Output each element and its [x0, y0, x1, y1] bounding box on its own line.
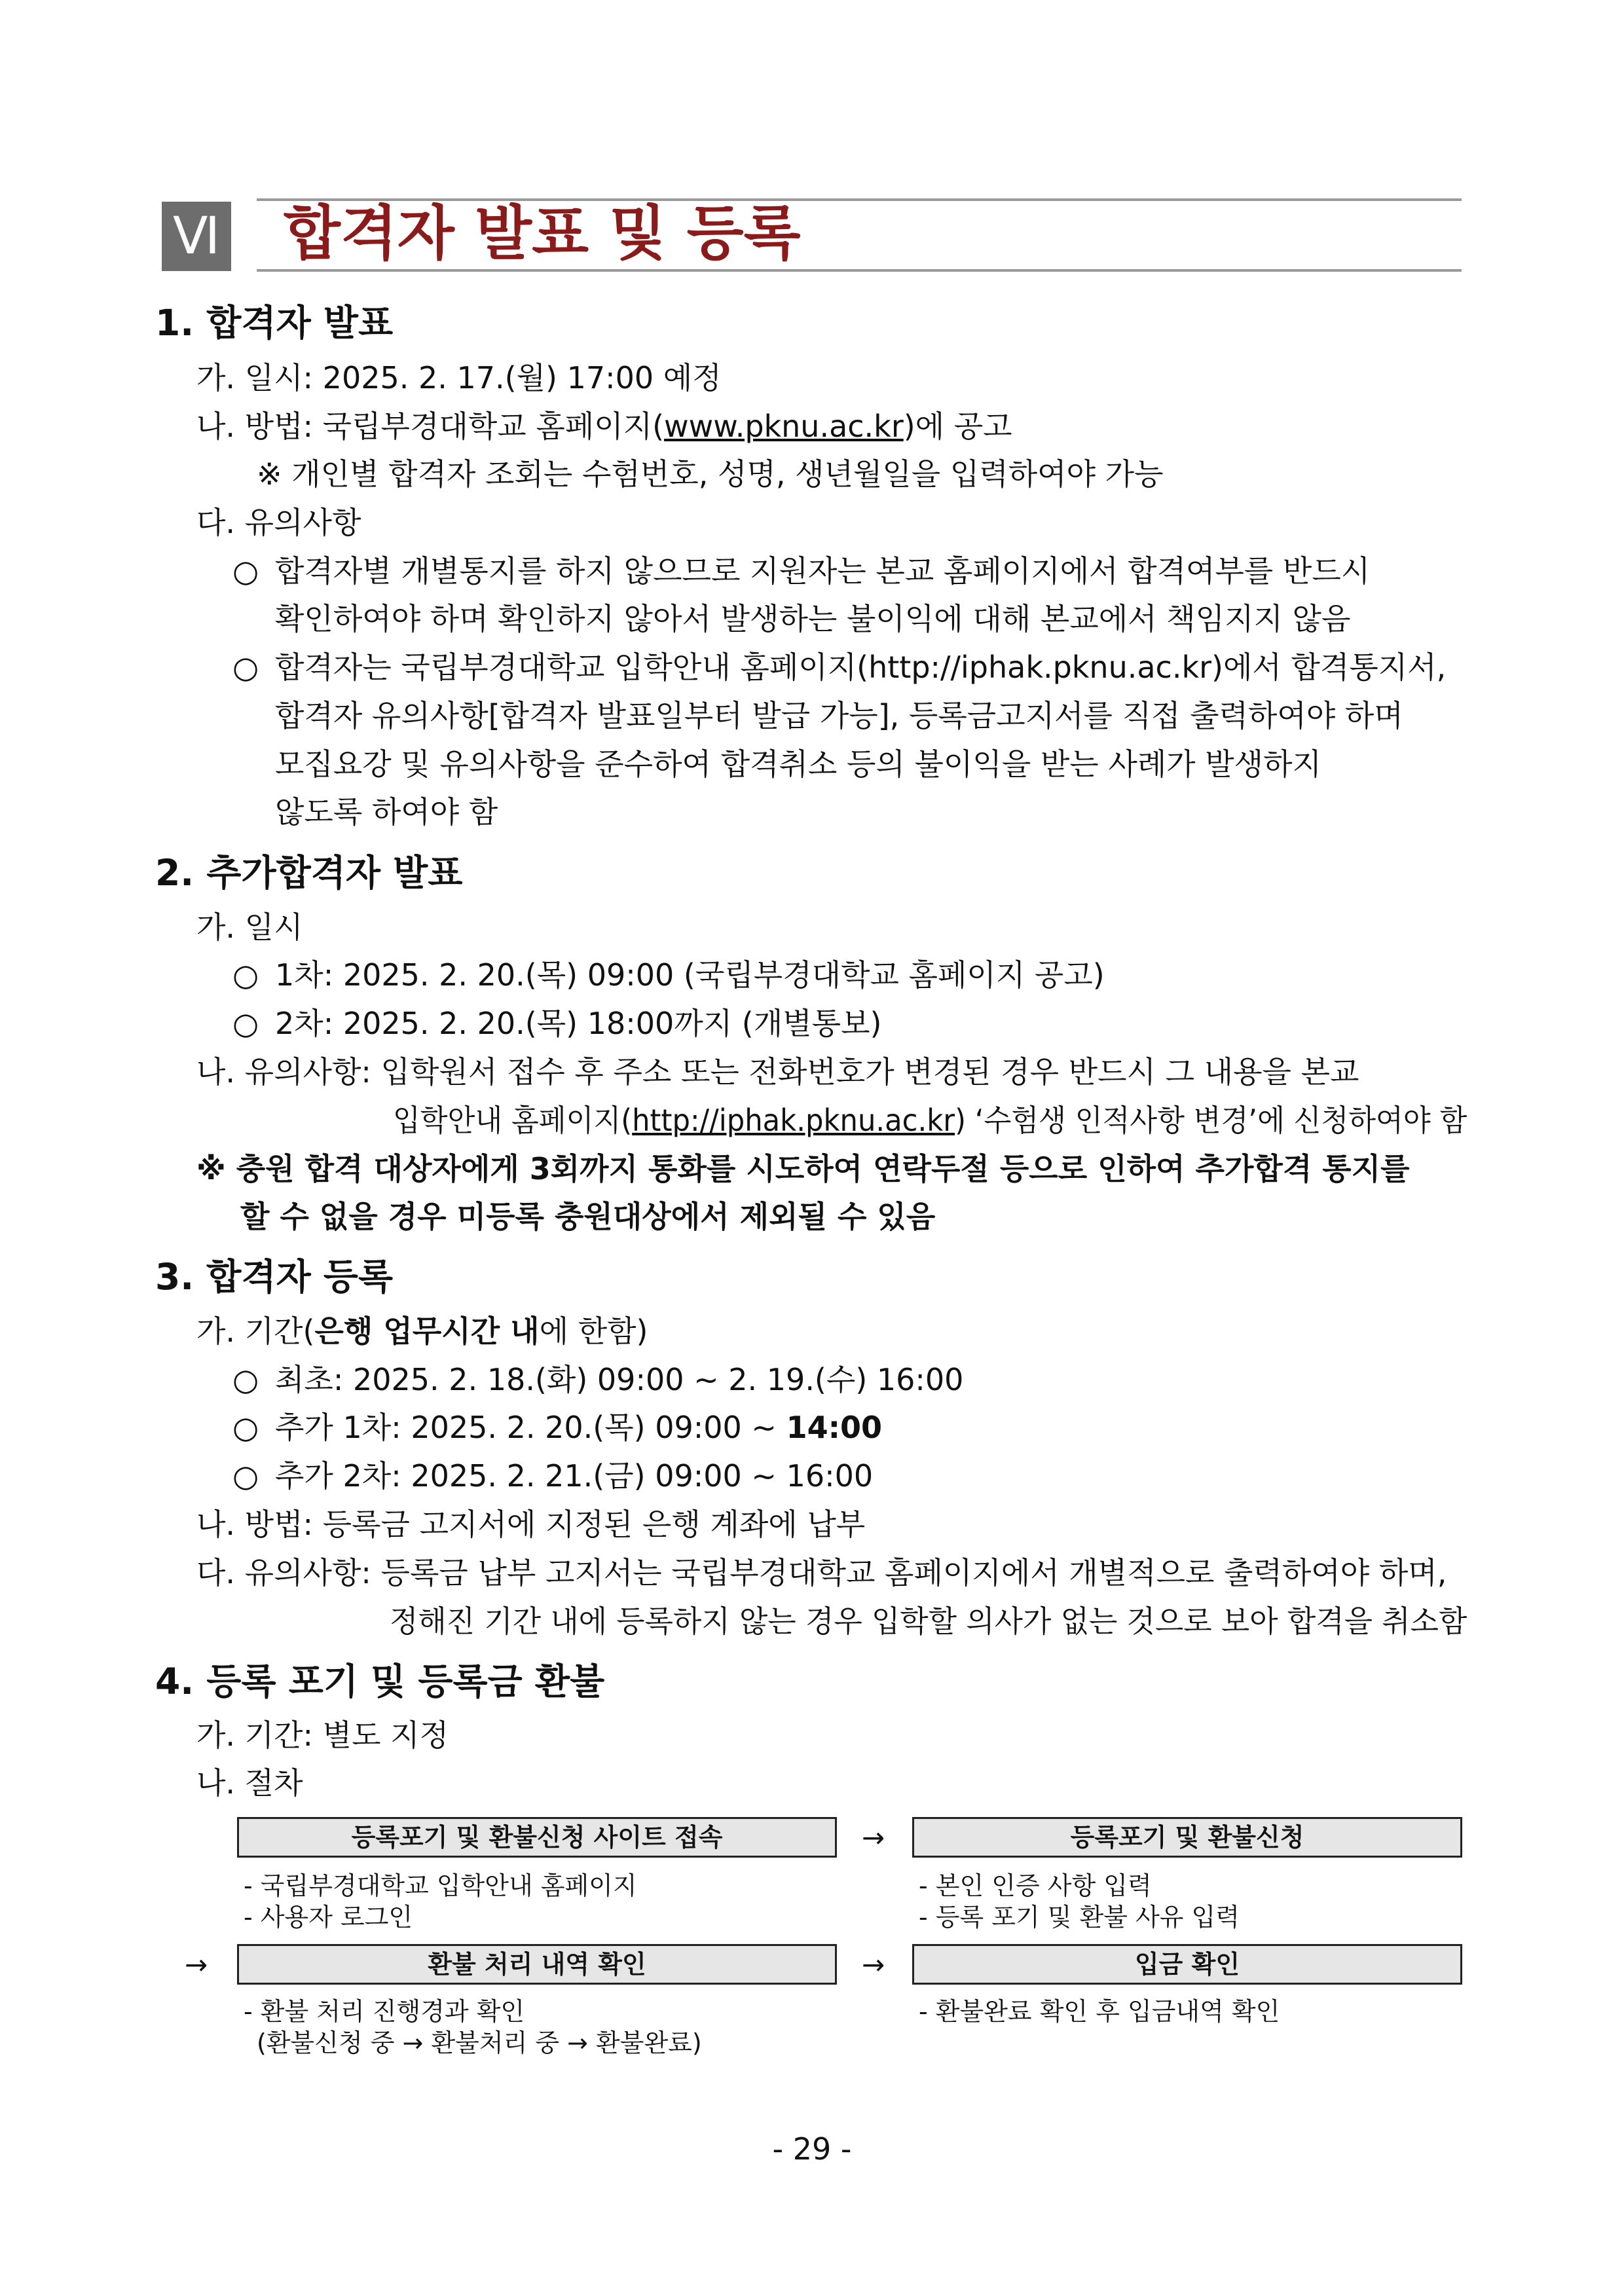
bullet-circle-icon: ○: [232, 553, 259, 589]
bullet-circle-icon: ○: [232, 1410, 259, 1445]
flow-step-2-detail-2: - 등록 포기 및 환불 사유 입력: [919, 1903, 1240, 1932]
page-number: - 29 -: [772, 2131, 852, 2167]
section-1-heading: 1. 합격자 발표: [155, 302, 394, 344]
flow-step-4-detail-1: - 환불완료 확인 후 입금내역 확인: [919, 1997, 1280, 2026]
arrow-right-icon: →: [185, 1949, 208, 1981]
sec1-bullet-2-line-3: 모집요강 및 유의사항을 준수하여 합격취소 등의 불이익을 받는 사례가 발생하지: [275, 746, 1321, 782]
section-3-heading: 3. 합격자 등록: [155, 1256, 394, 1298]
sec2-bullet-1: 1차: 2025. 2. 20.(목) 09:00 (국립부경대학교 홈페이지 공고): [275, 957, 1105, 993]
bullet-circle-icon: ○: [232, 957, 259, 993]
sec3-ga-suffix: 에 한함): [539, 1313, 648, 1349]
sec4-ga: 가. 기간: 별도 지정: [196, 1717, 449, 1753]
arrow-right-icon: →: [862, 1949, 885, 1981]
sec3-bullet-2-bold: 14:00: [786, 1410, 883, 1445]
iphak-homepage-link[interactable]: http://iphak.pknu.ac.kr: [632, 1103, 955, 1138]
chapter-number: Ⅵ: [173, 207, 220, 266]
section-2-heading: 2. 추가합격자 발표: [155, 852, 463, 894]
flow-step-4-box: 입금 확인: [912, 1944, 1462, 1985]
flow-step-3-detail-1: - 환불 처리 진행경과 확인: [244, 1997, 525, 2026]
sec1-bullet-2-line-1: 합격자는 국립부경대학교 입학안내 홈페이지(http://iphak.pknu.ac.kr)에서 합격통지서,: [275, 650, 1447, 685]
sec1-bullet-1-line-1: 합격자별 개별통지를 하지 않으므로 지원자는 본교 홈페이지에서 합격여부를 반드시: [275, 553, 1371, 589]
sec3-bullet-2: [275, 1410, 882, 1446]
sec2-bullet-2: 2차: 2025. 2. 20.(목) 18:00까지 (개별통보): [275, 1006, 882, 1041]
header-rule-bottom: [257, 269, 1462, 272]
sec2-note-line-1: ※ 충원 합격 대상자에게 3회까지 통화를 시도하여 연락두절 등으로 인하여 추가합격 통지를: [196, 1151, 1410, 1186]
sec4-na: 나. 절차: [196, 1765, 303, 1801]
sec3-da-line-2: 정해진 기간 내에 등록하지 않는 경우 입학할 의사가 없는 것으로 보아 합격을 취소함: [390, 1604, 1467, 1639]
bullet-circle-icon: ○: [232, 1458, 259, 1494]
sec1-ga: 가. 일시: 2025. 2. 17.(월) 17:00 예정: [196, 360, 722, 395]
sec2-na-line-2: [393, 1103, 1467, 1139]
sec2-na-line-2-prefix: 입학안내 홈페이지(: [393, 1103, 633, 1138]
sec3-ga: [196, 1313, 648, 1349]
arrow-right-icon: →: [862, 1822, 885, 1854]
flow-step-1-detail-2: - 사용자 로그인: [244, 1903, 413, 1932]
flow-step-1-detail-1: - 국립부경대학교 입학안내 홈페이지: [244, 1871, 637, 1900]
chapter-title: 합격자 발표 및 등록: [284, 199, 801, 268]
sec3-bullet-1: 최초: 2025. 2. 18.(화) 09:00 ~ 2. 19.(수) 16:00: [275, 1362, 964, 1397]
sec2-na-line-2-suffix: ) ‘수험생 인적사항 변경’에 신청하여야 함: [955, 1103, 1467, 1138]
sec3-da-line-1: 다. 유의사항: 등록금 납부 고지서는 국립부경대학교 홈페이지에서 개별적으로 출력하여야 하며,: [196, 1555, 1447, 1590]
sec1-bullet-2-line-2: 합격자 유의사항[합격자 발표일부터 발급 가능], 등록금고지서를 직접 출력하여야 하며: [275, 698, 1403, 733]
sec2-note-line-2: 할 수 없을 경우 미등록 충원대상에서 제외될 수 있음: [240, 1199, 936, 1234]
flow-step-3-detail-2: (환불신청 중 → 환불처리 중 → 환불완료): [257, 2029, 702, 2057]
sec1-da: 다. 유의사항: [196, 505, 361, 540]
bullet-circle-icon: ○: [232, 1006, 259, 1041]
flow-step-2-box: 등록포기 및 환불신청: [912, 1817, 1462, 1858]
sec3-na: 나. 방법: 등록금 고지서에 지정된 은행 계좌에 납부: [196, 1507, 866, 1542]
flow-step-3-box: 환불 처리 내역 확인: [237, 1944, 837, 1985]
sec3-bullet-3: 추가 2차: 2025. 2. 21.(금) 09:00 ~ 16:00: [275, 1458, 874, 1494]
sec3-ga-bold: 은행 업무시간 내: [314, 1313, 540, 1349]
sec1-na-note: ※ 개인별 합격자 조회는 수험번호, 성명, 생년월일을 입력하여야 가능: [257, 456, 1164, 492]
sec2-ga: 가. 일시: [196, 909, 303, 945]
sec3-ga-prefix: 가. 기간(: [196, 1313, 315, 1349]
sec1-na: [196, 409, 1012, 445]
sec2-na-line-1: 나. 유의사항: 입학원서 접수 후 주소 또는 전화번호가 변경된 경우 반드시 그 내용을 본교: [196, 1054, 1359, 1090]
sec1-bullet-2-line-4: 않도록 하여야 함: [275, 794, 498, 830]
sec1-bullet-1-line-2: 확인하여야 하며 확인하지 않아서 발생하는 불이익에 대해 본교에서 책임지지 않음: [275, 601, 1351, 636]
bullet-circle-icon: ○: [232, 1362, 259, 1397]
sec1-na-suffix: )에 공고: [903, 409, 1012, 444]
sec1-na-prefix: 나. 방법: 국립부경대학교 홈페이지(: [196, 409, 665, 444]
bullet-circle-icon: ○: [232, 650, 259, 685]
sec3-bullet-2-text: 추가 1차: 2025. 2. 20.(목) 09:00 ~: [275, 1410, 786, 1445]
pknu-homepage-link[interactable]: www.pknu.ac.kr: [664, 409, 904, 444]
section-4-heading: 4. 등록 포기 및 등록금 환불: [155, 1661, 605, 1702]
flow-step-2-detail-1: - 본인 인증 사항 입력: [919, 1871, 1152, 1900]
flow-step-1-box: 등록포기 및 환불신청 사이트 접속: [237, 1817, 837, 1858]
